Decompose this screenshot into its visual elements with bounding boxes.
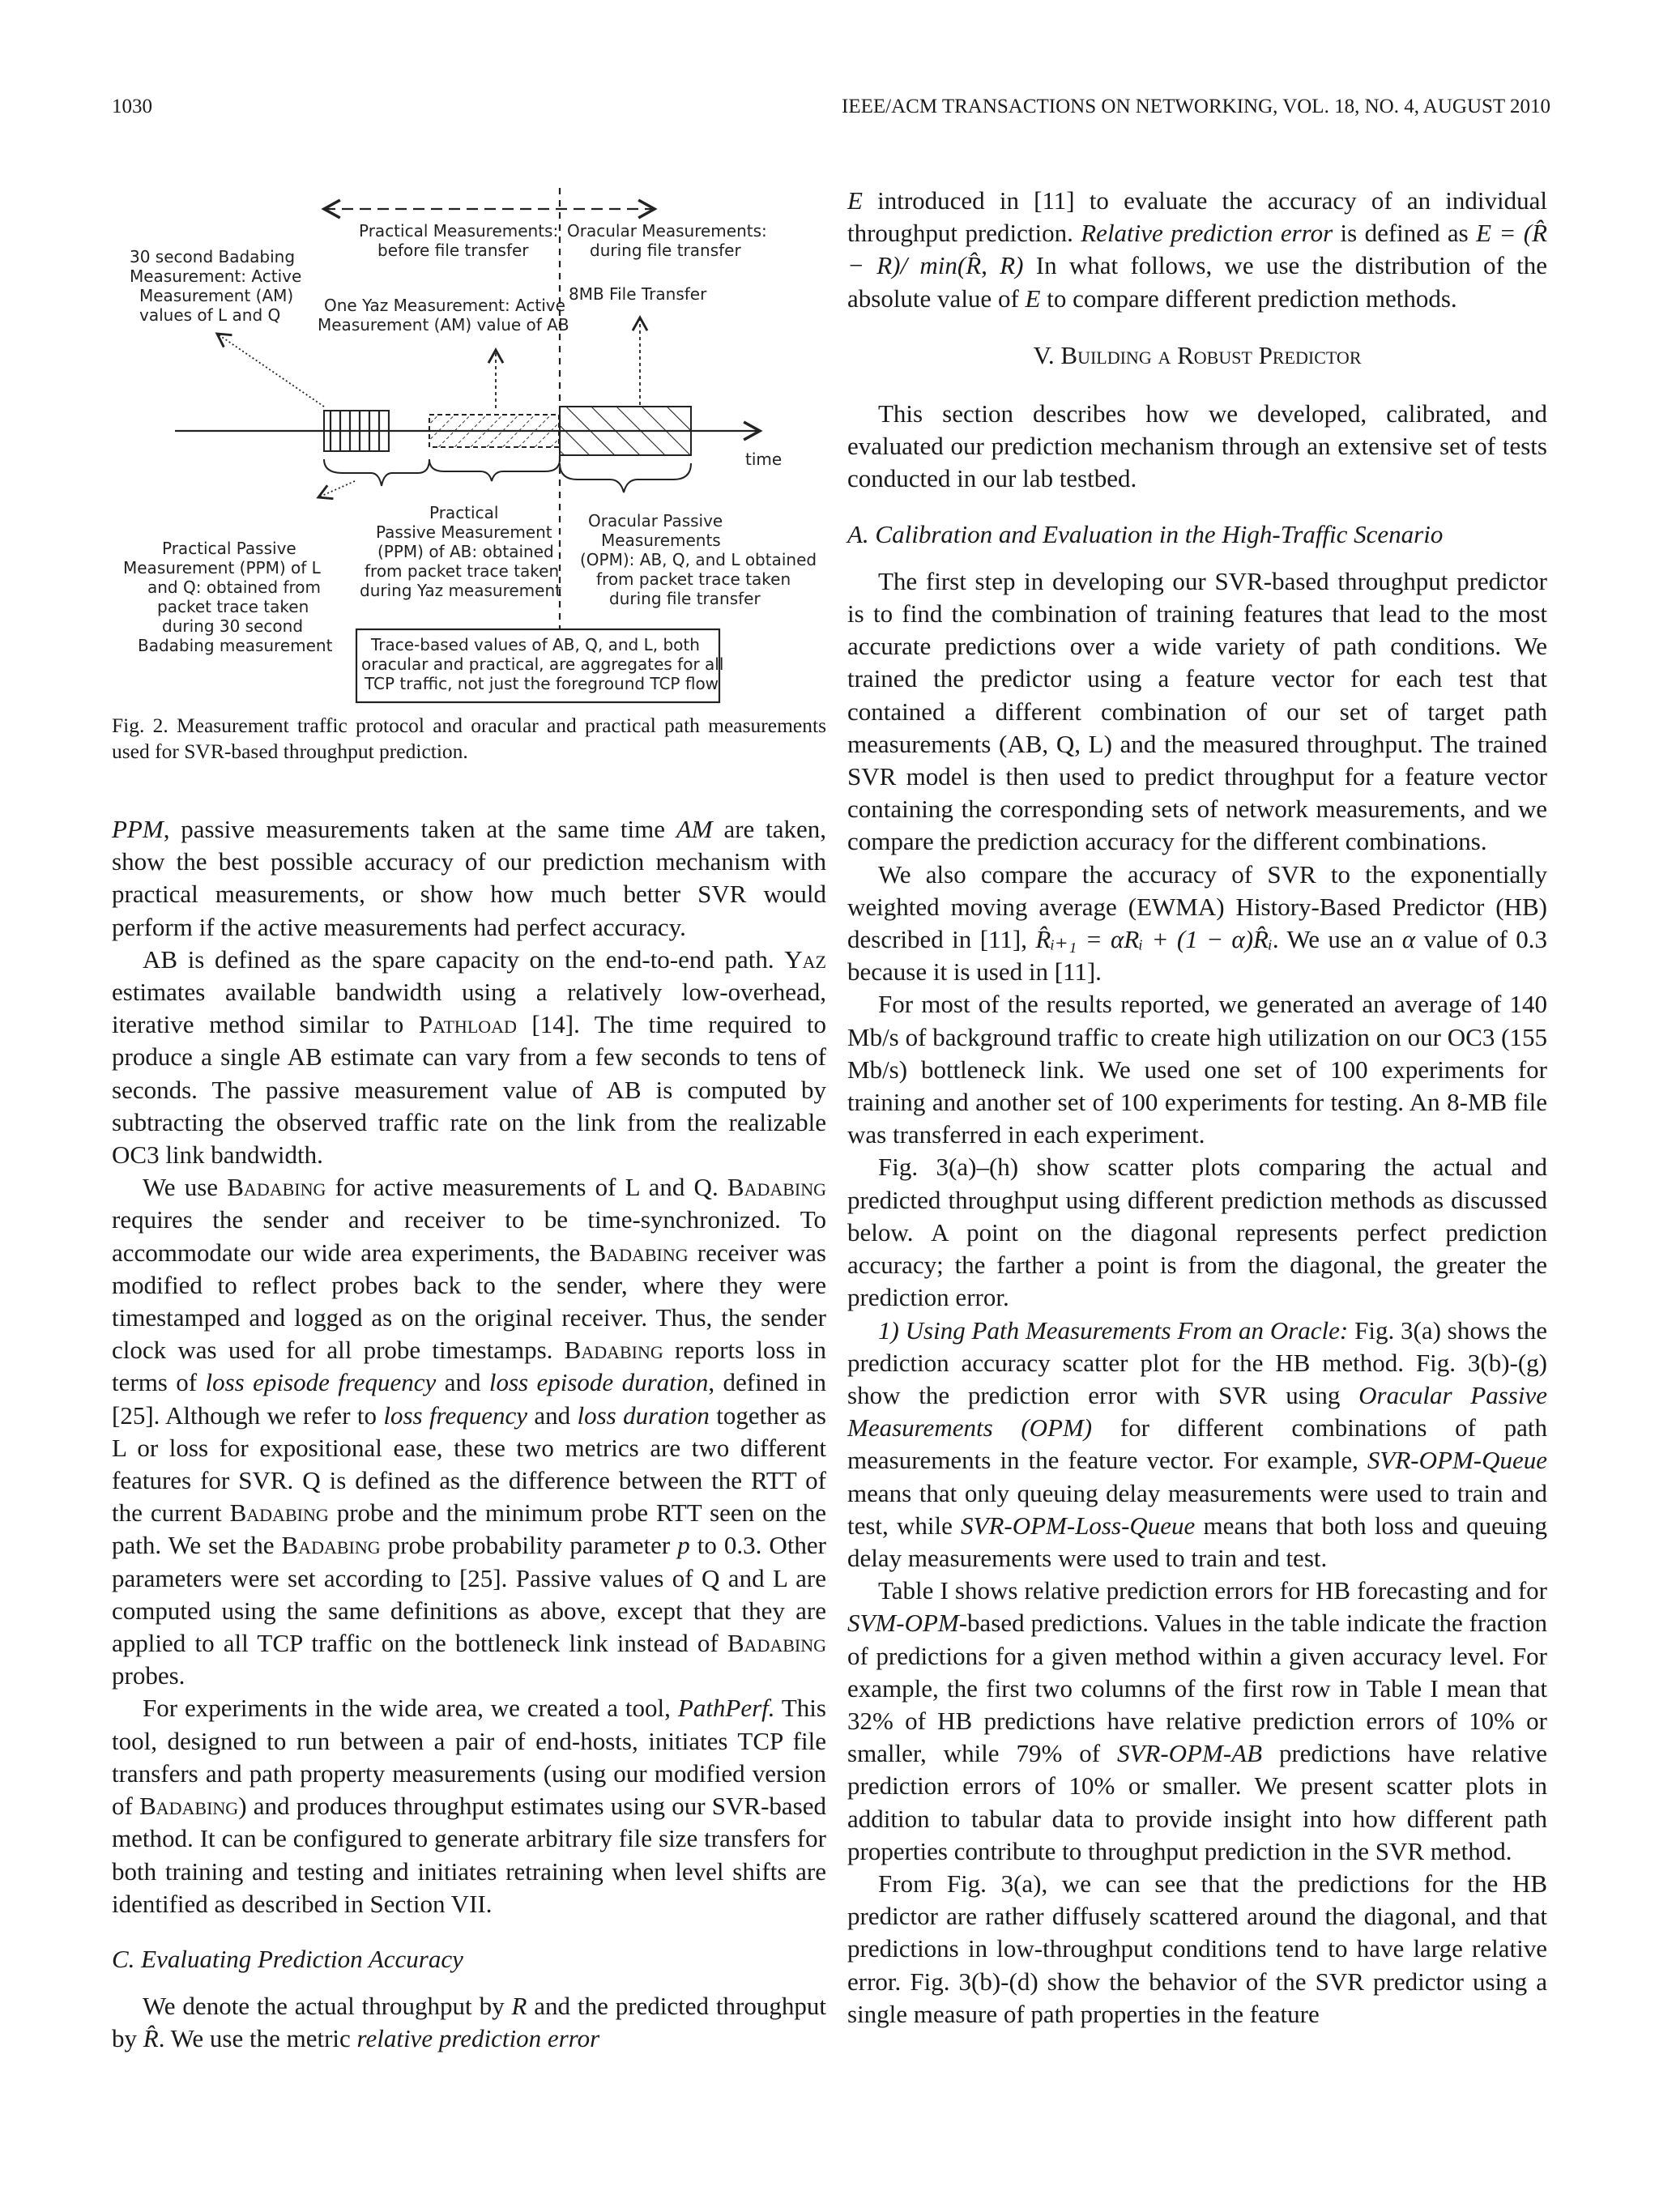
label-ppm-ab-1: Practical bbox=[429, 503, 499, 522]
running-header: IEEE/ACM TRANSACTIONS ON NETWORKING, VOL. 18, NO. 4, AUGUST 2010 bbox=[842, 96, 1550, 117]
label-badabing-1: 30 second Badabing bbox=[130, 247, 296, 266]
label-opm-5: during file transfer bbox=[609, 589, 761, 608]
brace-badabing bbox=[324, 459, 429, 486]
paragraph: Table I shows relative prediction errors for HB forecasting and for SVM-OPM-based predictions. Values in the table indicate the fraction of predictions for a given method within a given accuracy level. For example, the first two columns of the first row in Table I mean that 32% of HB predictions have relative prediction errors of 10% or smaller, while 79% of SVR-OPM-AB predictions have relative prediction errors of 10% or smaller. We present scatter plots in addition to tabular data to provide insight into how different path properties contribute to throughput prediction in the SVR method. bbox=[847, 1576, 1547, 1865]
label-8mb: 8MB File Transfer bbox=[569, 284, 707, 304]
figure-caption: Fig. 2. Measurement traffic protocol and oracular and practical path measurements used for SVR-based throughput prediction. bbox=[112, 714, 826, 763]
label-ppm-lq-5: during 30 second bbox=[162, 616, 304, 636]
label-ppm-lq-3: and Q: obtained from bbox=[147, 578, 321, 597]
label-ppm-lq-1: Practical Passive bbox=[162, 539, 296, 558]
label-opm-2: Measurements bbox=[601, 531, 721, 550]
paragraph: For experiments in the wide area, we created a tool, PathPerf. This tool, designed to run between a pair of end-hosts, initiates TCP file transfers and path property measurements (using our modified version of Badabing) and produces throughput estimates using our SVR-based method. It can be configured to generate arbitrary file size transfers for both training and testing and initiates retraining when level shifts are identified as described in Section VII. bbox=[112, 1694, 827, 1918]
label-badabing-3: Measurement (AM) bbox=[139, 286, 294, 305]
label-box-3: TCP traffic, not just the foreground TCP flow bbox=[365, 674, 719, 693]
label-before-transfer: before file transfer bbox=[377, 241, 529, 260]
label-ppm-ab-3: (PPM) of AB: obtained bbox=[377, 542, 554, 561]
paragraph: We use Badabing for active measurements of L and Q. Badabing requires the sender and receiver to be time-synchronized. To accommodate our wide area experiments, the Badabing receiver was modified to reflect probes back to the sender, where they were timestamped and logged as on the original receiver. Thus, the sender clock was used for all probe timestamps. Badabing reports loss in terms of loss episode frequency and loss episode duration, defined in [25]. Although we refer to loss frequency and loss duration together as L or loss for expositional ease, these two metrics are two different features for SVR. Q is defined as the difference between the RTT of the current Badabing probe and the minimum probe RTT seen on the path. We set the Badabing probe probability parameter p to 0.3. Other parameters were set according to [25]. Passive values of Q and L are computed using the same definitions as above, except that they are applied to all TCP traffic on the bottleneck link instead of Badabing probes. bbox=[112, 1173, 827, 1690]
label-opm-1: Oracular Passive bbox=[588, 511, 723, 531]
right-column bbox=[847, 185, 1547, 2031]
arrow-ppm-lq bbox=[318, 481, 355, 497]
label-yaz-1: One Yaz Measurement: Active bbox=[324, 296, 565, 315]
paragraph: PPM, passive measurements taken at the same time AM are taken, show the best possible accuracy of our prediction mechanism with practical measurements, or show how much better SVR would perform if the active measurements had perfect accuracy. bbox=[112, 815, 826, 941]
label-practical-measurements: Practical Measurements: bbox=[359, 221, 559, 241]
label-during-transfer: during file transfer bbox=[590, 241, 741, 260]
subsection-heading-a: A. Calibration and Evaluation in the High-Traffic Scenario bbox=[847, 519, 1444, 548]
label-ppm-ab-4: from packet trace taken bbox=[365, 561, 560, 581]
paragraph: The first step in developing our SVR-based throughput predictor is to find the combination of training features that lead to the most accurate predictions over a wide variety of path conditions. We trained the predictor using a feature vector for each test that contained a different combination of our set of target path measurements (AB, Q, L) and the measured throughput. The trained SVR model is then used to predict throughput for a feature vector containing the corresponding sets of network measurements, and we compare the prediction accuracy for the different combinations. bbox=[847, 566, 1547, 856]
label-ppm-lq-4: packet trace taken bbox=[157, 597, 309, 616]
page-number: 1030 bbox=[112, 96, 152, 117]
label-ppm-lq-6: Badabing measurement bbox=[138, 636, 333, 655]
paragraph: We also compare the accuracy of SVR to the exponentially weighted moving average (EWMA) History-Based Predictor (HB) described in [11], R̂ᵢ₊₁ = αRᵢ + (1 − α)R̂ᵢ. We use an α value of 0.3 because it is used in [11]. bbox=[847, 859, 1547, 987]
label-time: time bbox=[745, 450, 783, 469]
brace-file bbox=[560, 463, 691, 492]
label-oracular-measurements: Oracular Measurements: bbox=[567, 221, 767, 241]
brace-yaz bbox=[429, 459, 560, 481]
label-opm-3: (OPM): AB, Q, and L obtained bbox=[580, 550, 817, 569]
label-box-1: Trace-based values of AB, Q, and L, both bbox=[371, 635, 700, 654]
arrow-badabing bbox=[217, 334, 324, 407]
paragraph: This section describes how we developed, calibrated, and evaluated our prediction mechanism through an extensive set of tests conducted in our lab testbed. bbox=[847, 399, 1547, 493]
label-ppm-ab-2: Passive Measurement bbox=[376, 522, 552, 542]
paragraph: Fig. 3(a)–(h) show scatter plots comparing the actual and predicted throughput using different prediction methods as discussed below. A point on the diagonal represents perfect prediction accuracy; the farther a point is from the diagonal, the greater the prediction error. bbox=[847, 1153, 1547, 1312]
label-badabing-4: values of L and Q bbox=[139, 305, 281, 325]
label-box-2: oracular and practical, are aggregates for all bbox=[361, 654, 724, 674]
subsection-heading-c: C. Evaluating Prediction Accuracy bbox=[112, 1944, 463, 1973]
label-ppm-lq-2: Measurement (PPM) of L bbox=[123, 558, 321, 578]
figure-2 bbox=[112, 180, 825, 710]
yaz-block bbox=[429, 415, 559, 447]
label-yaz-2: Measurement (AM) value of AB bbox=[318, 315, 569, 335]
badabing-block bbox=[324, 411, 389, 451]
left-column bbox=[112, 813, 826, 2056]
section-heading-v: V. Building a Robust Predictor bbox=[1033, 340, 1362, 369]
paragraph: AB is defined as the spare capacity on the end-to-end path. Yaz estimates available bandwidth using a relatively low-overhead, iterative method similar to Pathload [14]. The time required to produce a single AB estimate can vary from a few seconds to tens of seconds. The passive measurement value of AB is computed by subtracting the observed traffic rate on the link from the realizable OC3 link bandwidth. bbox=[112, 944, 826, 1170]
paragraph: From Fig. 3(a), we can see that the predictions for the HB predictor are rather diffusely scattered around the diagonal, and that predictions in low-throughput conditions tend to have large relative error. Fig. 3(b)-(d) show the behavior of the SVR predictor using a single measure of path properties in the feature bbox=[847, 1869, 1547, 2028]
label-badabing-2: Measurement: Active bbox=[130, 266, 302, 286]
paragraph: We denote the actual throughput by R and the predicted throughput by R̂. We use the metric relative prediction error bbox=[112, 1992, 826, 2053]
paragraph: E introduced in [11] to evaluate the accuracy of an individual throughput prediction. Relative prediction error is defined as E = (R̂ − R)/ min(R̂, R) In what follows, we use the distribution of the absolute value of E to compare different prediction methods. bbox=[847, 186, 1547, 313]
paragraph: 1) Using Path Measurements From an Oracle: Fig. 3(a) shows the prediction accuracy scatter plot for the HB method. Fig. 3(b)-(g) show the prediction error with SVR using Oracular Passive Measurements (OPM) for different combinations of path measurements in the feature vector. For example, SVR-OPM-Queue means that only queuing delay measurements were used to train and test, while SVR-OPM-Loss-Queue means that both loss and queuing delay measurements were used to train and test. bbox=[847, 1315, 1548, 1572]
label-opm-4: from packet trace taken bbox=[596, 569, 791, 589]
label-ppm-ab-5: during Yaz measurement bbox=[360, 581, 561, 600]
file-transfer-block bbox=[560, 407, 691, 455]
paragraph: For most of the results reported, we generated an average of 140 Mb/s of background traffic to create high utilization on our OC3 (155 Mb/s) bottleneck link. We used one set of 100 experiments for training and another set of 100 experiments for testing. An 8-MB file was transferred in each experiment. bbox=[847, 990, 1547, 1149]
